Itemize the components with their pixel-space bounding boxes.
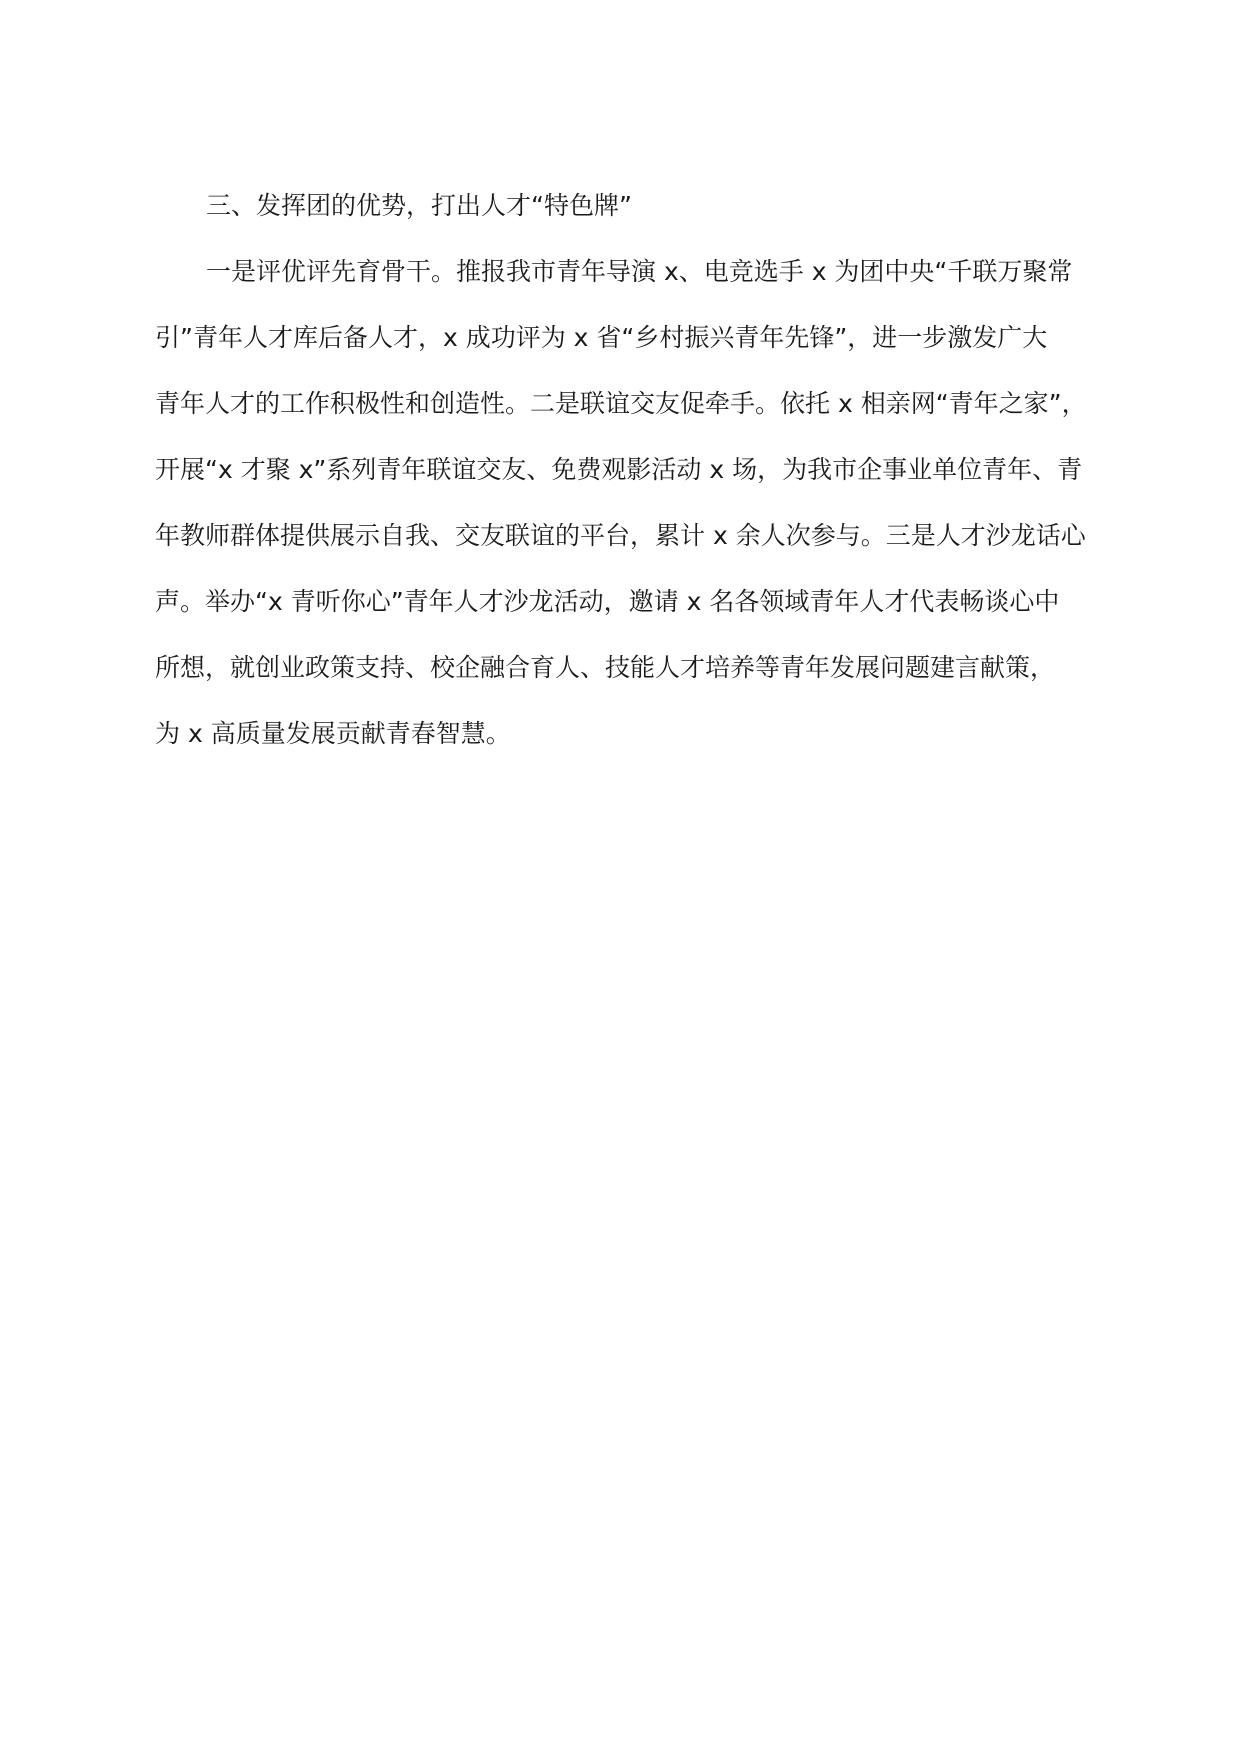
paragraph-line: 为 x 高质量发展贡献青春智慧。 [155,719,511,748]
paragraph-line: 年教师群体提供展示自我、交友联谊的平台，累计 x 余人次参与。三是人才沙龙话心 [155,521,1086,550]
section-heading: 三、发挥团的优势，打出人才“特色牌” [206,191,632,220]
paragraph [155,258,1100,748]
paragraph-line: 一是评优评先育骨干。推报我市青年导演 x、电竞选手 x 为团中央“千联万聚常 [206,257,1073,286]
document-body [155,192,1100,786]
paragraph-line: 青年人才的工作积极性和创造性。二是联谊交友促牵手。依托 x 相亲网“青年之家”， [155,389,1087,418]
paragraph-line: 引”青年人才库后备人才，x 成功评为 x 省“乡村振兴青年先锋”，进一步激发广大 [155,323,1048,352]
paragraph-line: 所想，就创业政策支持、校企融合育人、技能人才培养等青年发展问题建言献策， [155,653,1056,682]
paragraph-line: 声。举办“x 青听你心”青年人才沙龙活动，邀请 x 名各领域青年人才代表畅谈心中 [155,587,1060,616]
paragraph-line: 开展“x 才聚 x”系列青年联谊交友、免费观影活动 x 场，为我市企事业单位青年、青 [155,455,1083,484]
